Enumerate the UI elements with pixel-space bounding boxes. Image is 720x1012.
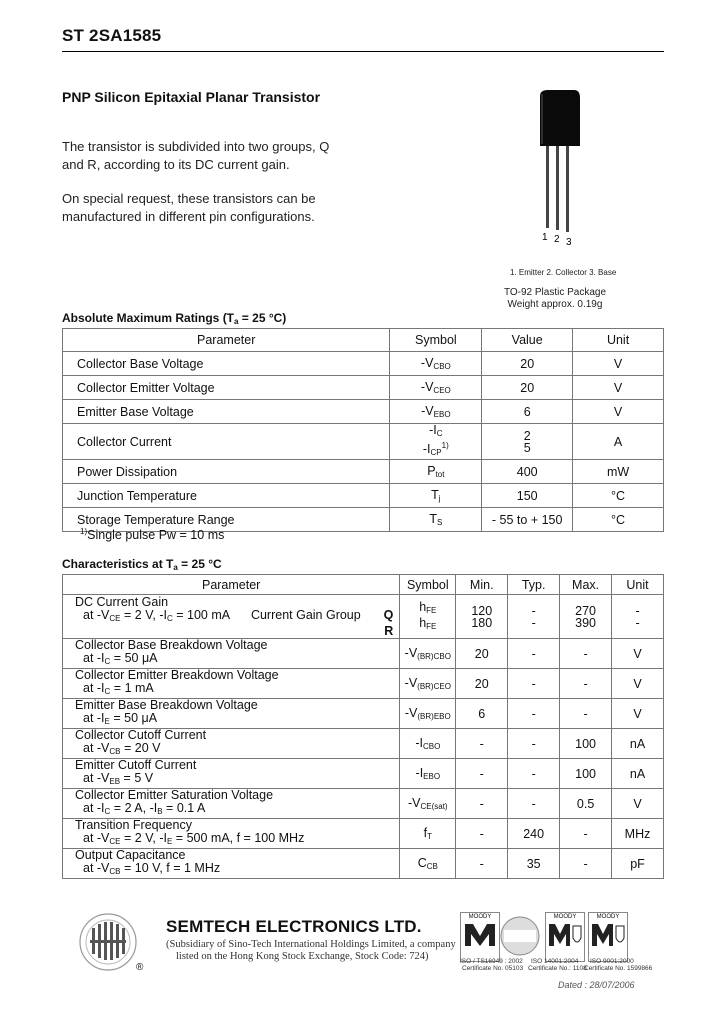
col-header-min: Min. — [456, 575, 508, 595]
table-row: Power Dissipation $P_{tot}$ 400 mW — [63, 460, 664, 484]
table-row: Collector Emitter Saturation Voltage at $-I_C = 2$ A, $-I_B = 0.1$ A $-V_{CE(sat)}$ - - 0.5 V — [63, 789, 664, 819]
table-row: Emitter Cutoff Current at $-V_{EB} = 5$ V $-I_{EBO}$ - - 100 nA — [63, 759, 664, 789]
table-row: DC Current Gain at $-V_{CE} = 2$ V, $-I_C = 100$ mA Current Gain Group Q R $h_{FE}$ $h_{FE}$ 120 180 - - 270 390 - - — [63, 595, 664, 639]
certification-badge-3: MOODY — [588, 912, 628, 962]
registered-mark: ® — [136, 962, 144, 973]
company-listing-note: listed on the Hong Kong Stock Exchange, Stock Code: 724) — [176, 951, 429, 962]
abs-max-heading: Absolute Maximum Ratings ($T_a = 25$ °C) — [62, 311, 287, 326]
footnote: $^{1)}$Single pulse Pw = 10 ms — [80, 527, 225, 543]
pin-3-label: 3 — [566, 237, 572, 248]
table-row: Collector Emitter Breakdown Voltage at $-I_C = 1$ mA $-V_{(BR)CEO}$ 20 - - V — [63, 669, 664, 699]
table-row: Output Capacitance at $-V_{CB} = 10$ V, f = 1 MHz $C_{CB}$ - 35 - pF — [63, 849, 664, 879]
pin-2-label: 2 — [554, 234, 560, 245]
table-row: Storage Temperature Range $T_S$ - 55 to + 150 °C — [63, 508, 664, 532]
table-row: Collector Base Voltage $-V_{CBO}$ 20 V — [63, 352, 664, 376]
col-header-symbol: Symbol — [390, 329, 482, 352]
to92-package-illustration — [530, 88, 590, 248]
title-divider — [62, 51, 664, 52]
col-header-symbol: Symbol — [400, 575, 456, 595]
pin-assignment: 1. Emitter 2. Collector 3. Base — [510, 268, 617, 277]
table-header-row — [63, 329, 664, 352]
cert-number-2: Certificate No.: 1108 — [528, 965, 587, 972]
col-header-parameter: Parameter — [63, 329, 390, 352]
characteristics-table — [62, 574, 664, 879]
abs-max-table — [62, 328, 664, 532]
description-paragraph-1: The transistor is subdivided into two groups, Q and R, according to its DC current gain. — [62, 139, 330, 172]
page-title: ST 2SA1585 — [62, 26, 162, 45]
col-header-unit: Unit — [612, 575, 664, 595]
description-paragraph-2: On special request, these transistors can be manufactured in different pin configurations. — [62, 191, 316, 224]
col-header-parameter: Parameter — [63, 575, 400, 595]
table-row: Junction Temperature $T_j$ 150 °C — [63, 484, 664, 508]
cert-number-1: Certificate No. 05103 — [462, 965, 524, 972]
package-type: TO-92 Plastic Package — [503, 287, 607, 298]
table-row: Collector Emitter Voltage $-V_{CEO}$ 20 V — [63, 376, 664, 400]
moody-m-icon — [546, 920, 584, 950]
cert-caption-2: ISO 14001:2004 — [531, 958, 579, 965]
characteristics-heading: Characteristics at $T_a = 25$ °C — [62, 557, 222, 572]
company-subsidiary-note: (Subsidiary of Sino-Tech International Holdings Limited, a company — [166, 939, 456, 950]
table-header-row — [63, 575, 664, 595]
certification-badge-1: MOODY — [460, 912, 500, 962]
document-date: Dated : 28/07/2006 — [558, 980, 635, 990]
company-name: SEMTECH ELECTRONICS LTD. — [166, 917, 422, 936]
col-header-typ: Typ. — [508, 575, 560, 595]
subtitle: PNP Silicon Epitaxial Planar Transistor — [62, 89, 321, 105]
semtech-logo-icon — [78, 912, 138, 972]
cert-caption-3: ISO 9001:2000 — [590, 958, 634, 965]
cert-number-3: Certificate No. 1599866 — [584, 965, 653, 972]
package-info — [470, 287, 640, 311]
moody-m-icon — [589, 920, 627, 950]
zert-seal-icon — [500, 912, 540, 960]
pin-1-label: 1 — [542, 232, 548, 243]
col-header-unit: Unit — [573, 329, 664, 352]
cert-caption-1: ISO / TS16949 : 2002 — [460, 958, 523, 965]
certification-badge-2: MOODY — [545, 912, 585, 962]
table-row: Collector Current $-I_C$ $-I_{CP}^{1)}$ 2 5 A — [63, 424, 664, 460]
table-row: Collector Base Breakdown Voltage at $-I_C = 50$ μA $-V_{(BR)CBO}$ 20 - - V — [63, 639, 664, 669]
table-row: Emitter Base Voltage $-V_{EBO}$ 6 V — [63, 400, 664, 424]
col-header-value: Value — [482, 329, 573, 352]
table-row: Emitter Base Breakdown Voltage at $-I_E = 50$ μA $-V_{(BR)EBO}$ 6 - - V — [63, 699, 664, 729]
table-row: Collector Cutoff Current at $-V_{CB} = 20$ V $-I_{CBO}$ - - 100 nA — [63, 729, 664, 759]
package-weight: Weight approx. 0.19g — [507, 299, 603, 310]
table-row: Transition Frequency at $-V_{CE} = 2$ V, $-I_E = 500$ mA, f = 100 MHz $f_T$ - 240 - MHz — [63, 819, 664, 849]
col-header-max: Max. — [560, 575, 612, 595]
moody-m-icon — [461, 920, 499, 950]
